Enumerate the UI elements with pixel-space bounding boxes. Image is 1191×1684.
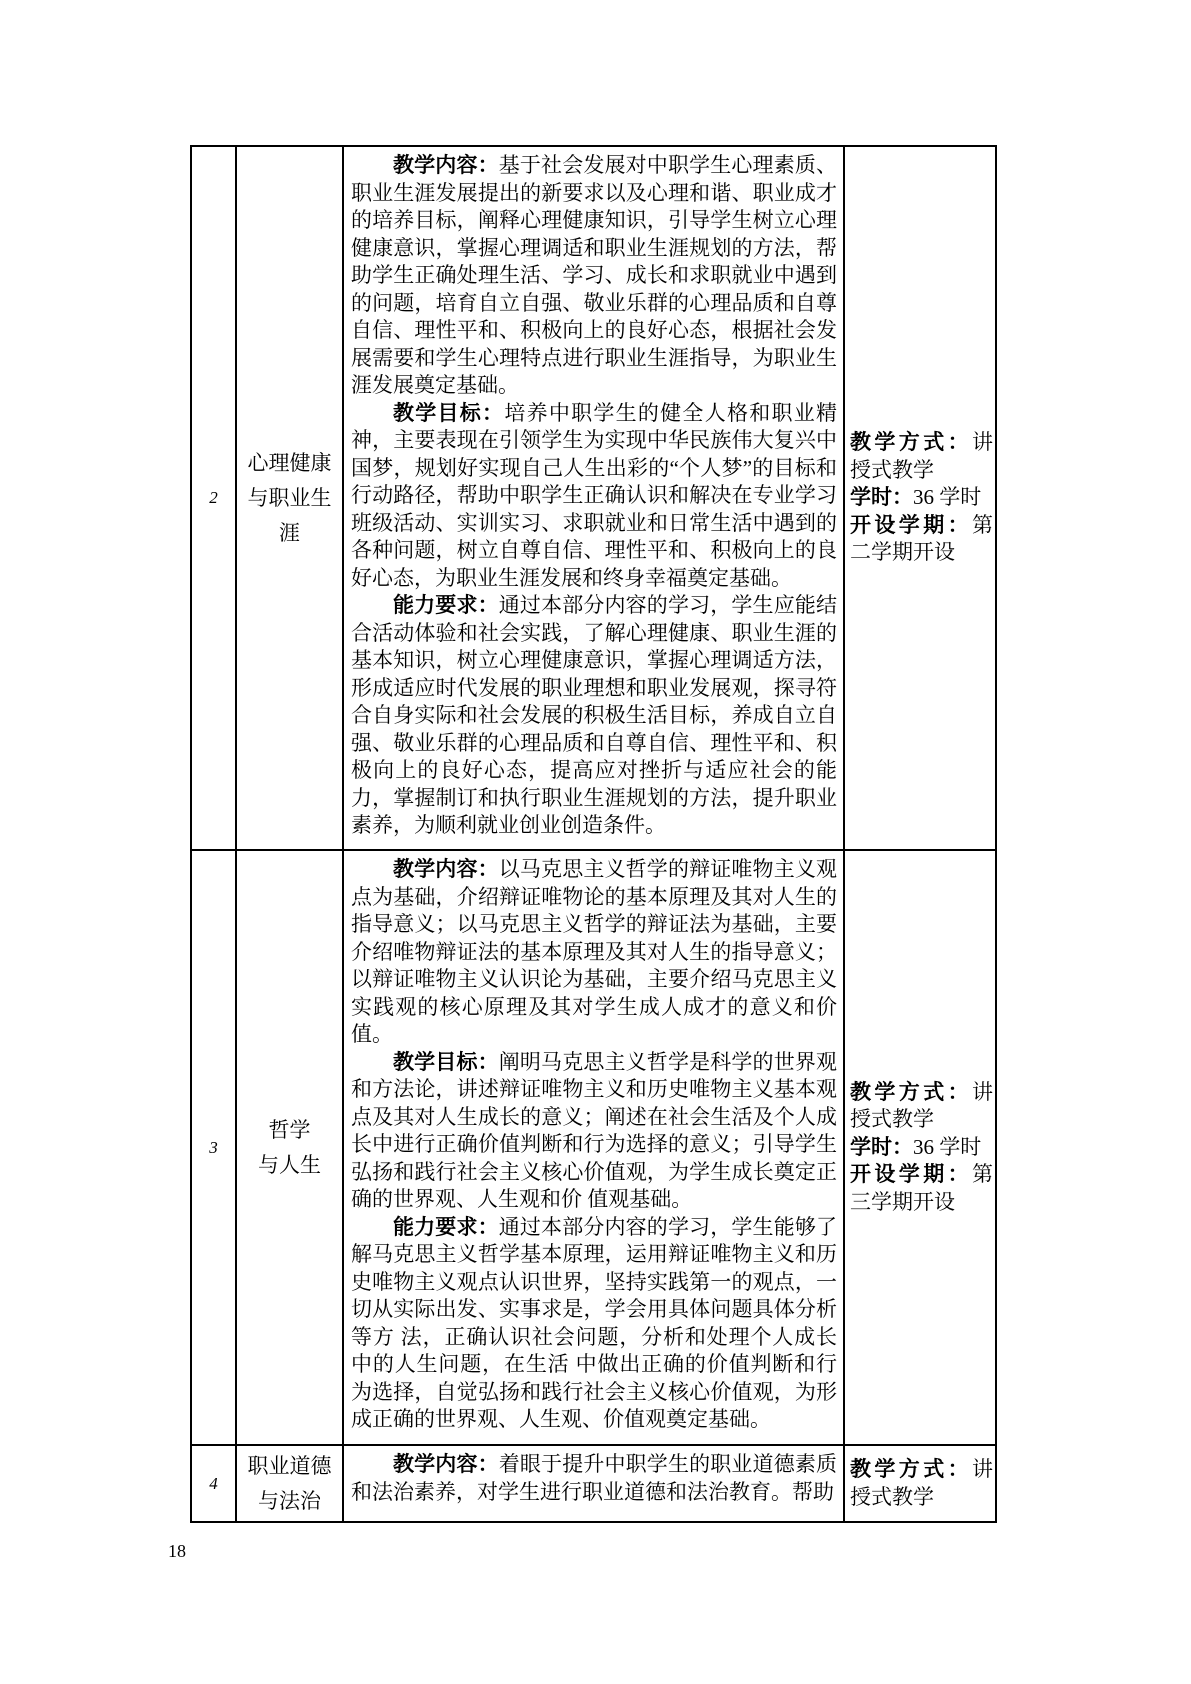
course-name-line: 与人生 <box>258 1152 321 1177</box>
content-cell <box>344 851 845 1446</box>
content-paragraph: 能力要求：通过本部分内容的学习，学生能够了解马克思主义哲学基本原理，运用辩证唯物主义和历史唯物主义观点认识世界，坚持实践第一的观点，一切从实际出发、实事求是，学会用具体问题具体分析等方 法，正确认识社会问题，分析和处理个人成长中的人生问题，在生活 中做出正确的价值判断和行为选择，自觉弘扬和践行社会主义核心价值观，为形成正确的世界观、人生观、价值观奠定基础。 <box>351 1214 837 1431</box>
row-number-cell <box>192 851 237 1446</box>
method-item: 教学方式：讲授式教学 <box>850 1457 993 1509</box>
paragraph-label: 教学内容： <box>393 1452 499 1476</box>
paragraph-label: 能力要求： <box>393 593 499 617</box>
row-number: 3 <box>209 1137 218 1157</box>
paragraph-label: 教学内容： <box>393 857 499 881</box>
method-item: 开设学期：第二学期开设 <box>850 512 993 565</box>
content-paragraph: 教学内容：以马克思主义哲学的辩证唯物主义观点为基础，介绍辩证唯物论的基本原理及其对人生的指导意义；以马克思主义哲学的辩证法为基础，主要介绍唯物辩证法的基本原理及其对人生的指导意义；以辩证唯物主义认识论为基础，主要介绍马克思主义实践观的核心原理及其对学生成人成才的意义和价值。 <box>351 857 837 1046</box>
content-paragraph: 教学内容：着眼于提升中职学生的职业道德素质和法治素养，对学生进行职业道德和法治教育。帮助 <box>351 1452 837 1504</box>
method-item: 教学方式：讲授式教学 <box>850 1079 993 1132</box>
method-item-label: 教学方式： <box>850 1457 972 1481</box>
method-item-label: 教学方式： <box>850 430 972 455</box>
content-paragraph: 能力要求：通过本部分内容的学习，学生应能结合活动体验和社会实践，了解心理健康、职业生涯的基本知识，树立心理健康意识，掌握心理调适方法，形成适应时代发展的职业理想和职业发展观，探寻符合自身实际和社会发展的积极生活目标，养成自立自强、敬业乐群的心理品质和自尊自信、理性平和、积极向上的良好心态，提高应对挫折与适应社会的能力，掌握制订和执行职业生涯规划的方法，提升职业素养，为顺利就业创业创造条件。 <box>351 593 837 837</box>
course-name-line: 与法治 <box>258 1488 321 1513</box>
method-item-label: 开设学期： <box>850 1162 972 1187</box>
content-paragraph: 教学目标：培养中职学生的健全人格和职业精神，主要表现在引领学生为实现中华民族伟大复兴中国梦，规划好实现自己人生出彩的“个人梦”的目标和行动路径，帮助中职学生正确认识和解决在专业学习班级活动、实训实习、求职就业和日常生活中遇到的各种问题，树立自尊自信、理性平和、积极向上的良好心态，为职业生涯发展和终身幸福奠定基础。 <box>351 400 838 590</box>
method-item-label: 教学方式： <box>850 1079 972 1104</box>
method-cell <box>845 147 995 851</box>
course-name-line: 职业道德 <box>247 1453 332 1478</box>
paragraph-label: 教学目标： <box>393 1049 499 1074</box>
paragraph-label: 能力要求： <box>393 1214 499 1239</box>
method-item: 学时：36 学时 <box>850 485 982 510</box>
content-cell <box>344 147 845 851</box>
content-paragraph: 教学目标：阐明马克思主义哲学是科学的世界观和方法论，讲述辩证唯物主义和历史唯物主义基本观点及其对人生成长的意义；阐述在社会生活及个人成长中进行正确价值判断和行为选择的意义；引导学生弘扬和践行社会主义核心价值观，为学生成长奠定正确的世界观、人生观和价 值观基础。 <box>351 1049 837 1211</box>
course-name-line: 涯 <box>279 520 300 545</box>
row-number-cell <box>192 147 237 851</box>
paragraph-label: 教学内容： <box>393 153 499 177</box>
page-number: 18 <box>168 1541 186 1561</box>
course-name-line: 与职业生 <box>247 485 332 510</box>
course-name-cell <box>237 147 344 851</box>
method-item-label: 开设学期： <box>850 512 972 537</box>
method-cell <box>845 1446 995 1521</box>
content-cell <box>344 1446 845 1521</box>
method-item-label: 学时： <box>850 1134 913 1159</box>
method-item: 学时：36 学时 <box>850 1134 982 1159</box>
method-item: 教学方式：讲授式教学 <box>850 430 993 482</box>
method-item-label: 学时： <box>850 485 913 510</box>
row-number-cell <box>192 1446 237 1521</box>
method-item: 开设学期：第三学期开设 <box>850 1162 993 1214</box>
course-name-line: 心理健康 <box>247 450 332 475</box>
paragraph-label: 教学目标： <box>393 400 505 425</box>
row-number: 4 <box>209 1473 218 1493</box>
row-number: 2 <box>209 488 218 507</box>
method-cell <box>845 851 995 1446</box>
content-paragraph: 教学内容：基于社会发展对中职学生心理素质、职业生涯发展提出的新要求以及心理和谐、职业成才的培养目标，阐释心理健康知识，引导学生树立心理健康意识，掌握心理调适和职业生涯规划的方法，帮助学生正确处理生活、学习、成长和求职就业中遇到的问题，培育自立自强、敬业乐群的心理品质和自尊自信、理性平和、积极向上的良好心态，根据社会发展需要和学生心理特点进行职业生涯指导，为职业生涯发展奠定基础。 <box>351 153 837 397</box>
course-name-cell <box>237 851 344 1446</box>
course-name-line: 哲学 <box>268 1117 311 1142</box>
curriculum-table <box>190 145 997 1523</box>
course-name-cell <box>237 1446 344 1521</box>
